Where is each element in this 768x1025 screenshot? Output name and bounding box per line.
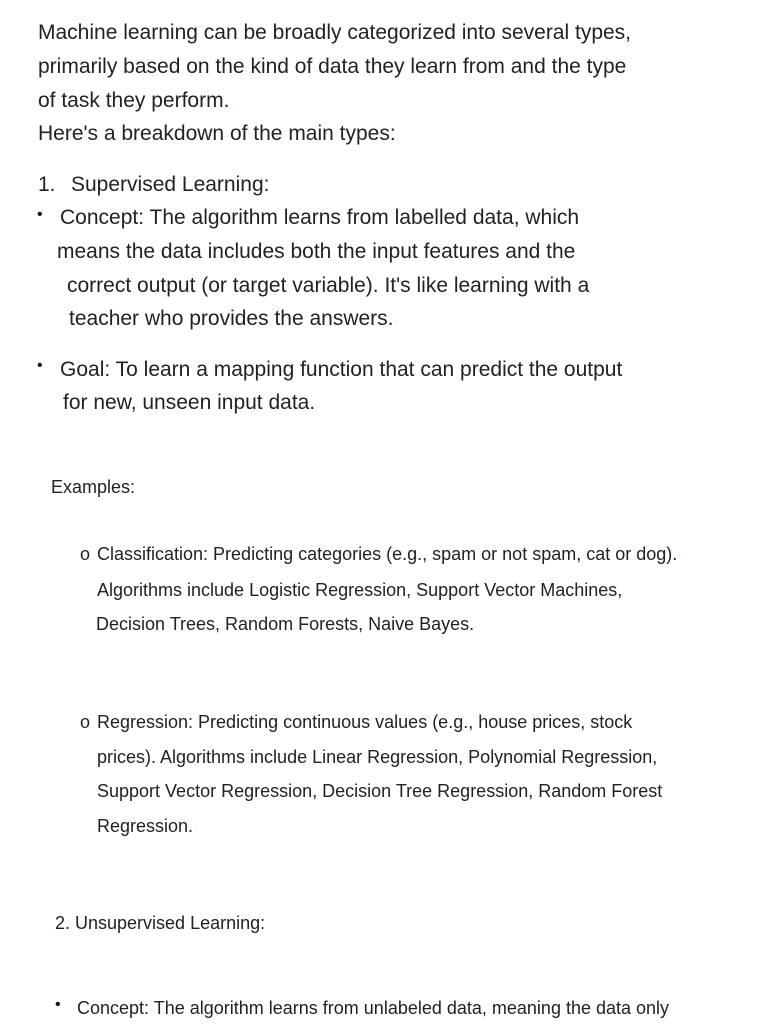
concept-line-3: correct output (or target variable). It's like learning with a [67,274,590,297]
examples-label: Examples: [51,477,136,497]
citation-mark-icon[interactable]: ◦ [678,553,682,562]
citation-mark-icon[interactable]: ◦ [316,402,320,411]
classification-line-1 [97,537,681,575]
concept-line-4 [69,302,397,340]
regression-line-3: Support Vector Regression, Decision Tree Regression, Random Forest [97,781,663,801]
circle-bullet-icon: o [80,712,91,732]
intro-line-2: primarily based on the kind of data they learn from and the type [38,55,627,78]
classification-line-1-text: Classification: Predicting categories (e.g., spam or not spam, cat or dog). [97,544,678,564]
goal-line-2-text: for new, unseen input data. [63,391,316,414]
concept-line-2: means the data includes both the input features and the [57,240,576,263]
circle-bullet-icon: o [80,544,91,564]
unsupervised-concept-line-1: Concept: The algorithm learns from unlabeled data, meaning the data only [77,998,670,1018]
regression-line-2: prices). Algorithms include Linear Regression, Polynomial Regression, [97,747,658,767]
supervised-heading: Supervised Learning: [71,173,270,196]
citation-mark-icon[interactable]: ◦ [230,100,234,109]
classification-line-2: Algorithms include Logistic Regression, Support Vector Machines, [97,580,623,600]
intro-line-3-text: of task they perform. [38,89,230,112]
classification-line-3: Decision Trees, Random Forests, Naive Bayes. [96,614,475,634]
regression-line-4 [97,809,197,847]
goal-line-1: Goal: To learn a mapping function that can predict the output [60,358,623,381]
bullet-icon: • [37,357,43,374]
citation-mark-icon[interactable]: ◦ [394,318,398,327]
bullet-icon: • [55,996,61,1013]
regression-line-1: Regression: Predicting continuous values (e.g., house prices, stock [97,712,633,732]
citation-mark-icon[interactable]: ◦ [194,825,197,834]
section-number-1: 1. [38,173,56,196]
concept-line-1: Concept: The algorithm learns from labelled data, which [60,206,580,229]
concept-line-4-text: teacher who provides the answers. [69,307,394,330]
goal-line-2 [63,386,319,424]
regression-line-4-text: Regression. [97,816,194,836]
bullet-icon: • [37,206,43,223]
unsupervised-heading: 2. Unsupervised Learning: [55,913,266,933]
intro-line-4: Here's a breakdown of the main types: [38,122,396,145]
intro-line-1: Machine learning can be broadly categorized into several types, [38,21,632,44]
